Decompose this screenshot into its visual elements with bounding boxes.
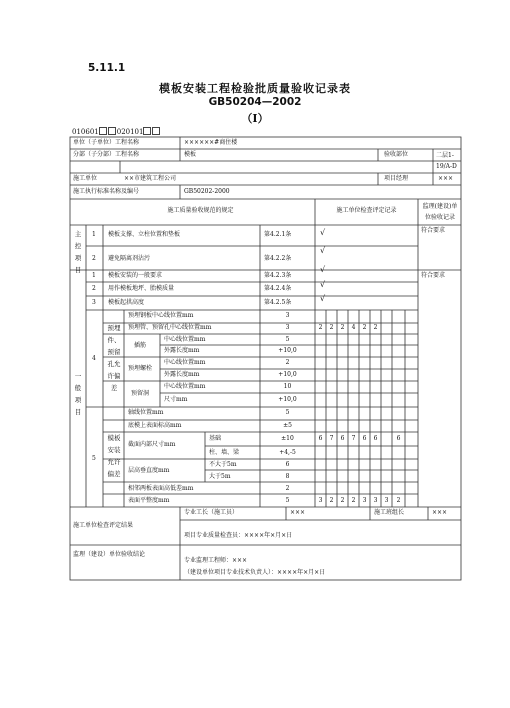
item4-row-desc: 中心线位置mm: [164, 383, 206, 390]
check-value: 6: [362, 435, 367, 442]
standard-code: GB50204—2002: [208, 96, 302, 108]
item5-row-desc: 底模上表面标高mm: [128, 422, 182, 429]
main-result: 符合要求: [421, 227, 446, 234]
item4-sub-label: 预留洞: [131, 390, 150, 397]
item5-row-value: +4,-5: [279, 449, 296, 456]
page-title: 模板安装工程检验批质量验收记录表: [159, 82, 351, 95]
engineer-note: （建设单位项目专业技术负责人）：××××年×月×日: [184, 569, 326, 576]
general-row-num: 3: [92, 299, 96, 306]
item4-row-value: +10,0: [278, 396, 297, 403]
check-value: 7: [351, 435, 356, 442]
check-value: 3: [373, 497, 378, 504]
item5-row-value: 5: [285, 409, 290, 416]
item5-row-value: 5: [285, 497, 290, 504]
item4-num: 4: [92, 355, 96, 362]
check-value: 2: [373, 324, 378, 331]
part-value: 模板: [184, 151, 197, 158]
item4-row-value: +10,0: [278, 371, 297, 378]
section-number: 5.11.1: [88, 62, 126, 74]
general-result: 符合要求: [421, 272, 446, 279]
item5-row-value: 8: [285, 473, 290, 480]
spec-header: 施工质量验收规范的规定: [167, 207, 234, 214]
item4-sub-label: 插筋: [134, 342, 147, 349]
item5-row-value: ±10: [281, 435, 294, 442]
check-value: 2: [318, 324, 323, 331]
standard-label: 施工执行标准名称及编号: [73, 188, 140, 195]
item5-row-desc: 基础: [209, 435, 222, 442]
check-mark: √: [320, 265, 326, 274]
check-value: 7: [329, 435, 334, 442]
item4-row-value: 3: [285, 312, 290, 319]
construction-unit-value: ××市建筑工程公司: [124, 175, 177, 182]
result-label: 施工单位检查评定结果: [73, 522, 134, 529]
main-row-num: 2: [92, 255, 96, 262]
supervisor-conclusion-label: 监理（建设）单位验收结论: [73, 551, 146, 558]
main-row-desc: 模板支撑、立柱位置和垫板: [108, 231, 181, 238]
item4-row-desc: 中心线位置mm: [164, 359, 206, 366]
item5-row-desc: 轴线位置mm: [128, 409, 164, 416]
unit-value: ××××××#商住楼: [184, 139, 238, 146]
accept-part-value: 二层1-19/A-D: [436, 152, 457, 170]
item5-row-desc: 不大于5m: [209, 461, 237, 468]
general-row-num: 2: [92, 285, 96, 292]
team-label: 施工班组长: [374, 509, 405, 516]
general-row-desc: 模板起拱高度: [108, 299, 145, 306]
construction-unit-label: 施工单位: [73, 175, 98, 182]
check-value: 3: [384, 497, 389, 504]
check-value: 6: [373, 435, 378, 442]
main-row-clause: 第4.2.1条: [264, 231, 292, 238]
item4-row-desc: 外露长度mm: [164, 371, 200, 378]
check-value: 2: [329, 497, 334, 504]
manager-value: ×××: [438, 175, 454, 182]
check-value: 6: [340, 435, 345, 442]
check-mark: √: [320, 246, 326, 255]
check-mark: √: [320, 280, 326, 289]
item4-row-desc: 中心线位置mm: [164, 336, 206, 343]
check-value: 6: [318, 435, 323, 442]
item5-sub-label: 层高垂直度mm: [128, 467, 170, 474]
general-row-clause: 第4.2.3条: [264, 272, 292, 279]
general-row-desc: 模板安装的一般要求: [108, 272, 163, 279]
check-value: 6: [396, 435, 401, 442]
part-label: 分部（子分部）工程名称: [73, 151, 140, 158]
unit-label: 单位（子单位）工程名称: [73, 139, 140, 146]
main-row-clause: 第4.2.2条: [264, 255, 292, 262]
item5-row-value: ±5: [283, 422, 292, 429]
check-value: 2: [329, 324, 334, 331]
item4-row-desc: 尺寸mm: [164, 396, 188, 403]
standard-value: GB50202-2000: [184, 188, 230, 195]
item4-sub-label: 预埋螺栓: [128, 365, 153, 372]
main-group-label: 主控项目: [74, 230, 82, 274]
form-code: 010601 020101: [72, 127, 161, 136]
item4-row-value: 3: [285, 324, 290, 331]
item4-row-value: 10: [283, 383, 292, 390]
manager-label: 项目经理: [384, 175, 409, 182]
item4-row-value: 5: [285, 336, 290, 343]
item4-label: 预埋件、预留孔允许偏差: [107, 324, 121, 392]
check-value: 2: [351, 497, 356, 504]
check-value: 2: [362, 324, 367, 331]
general-row-clause: 第4.2.5条: [264, 299, 292, 306]
supervisor-header: 监理(建设)单位验收记录: [422, 203, 458, 221]
item5-num: 5: [92, 455, 96, 462]
check-mark: √: [320, 228, 326, 237]
foreman-label: 专业工长（施工员）: [184, 509, 239, 516]
item5-row-desc: 相邻两板表面高低差mm: [128, 485, 194, 492]
item4-row-value: 2: [285, 359, 290, 366]
inspector-label: 项目专业质量检查员：××××年×月×日: [184, 532, 293, 539]
general-group-label: 一般项目: [74, 372, 82, 416]
item5-label: 模板安装允许偏差: [107, 434, 121, 478]
check-value: 4: [351, 324, 356, 331]
accept-part-label: 验收部位: [384, 151, 409, 158]
roman-numeral: （Ⅰ）: [241, 112, 269, 125]
foreman-value: ×××: [290, 509, 306, 516]
item5-row-desc: 大于5m: [209, 473, 231, 480]
item5-row-desc: 表面平整度mm: [128, 497, 170, 504]
item5-row-value: 6: [285, 461, 290, 468]
check-value: 2: [340, 324, 345, 331]
main-row-desc: 避免隔离剂沾污: [108, 255, 151, 262]
item4-row-desc: 外露长度mm: [164, 347, 200, 354]
check-value: 3: [318, 497, 323, 504]
team-value: ×××: [432, 509, 448, 516]
general-row-num: 1: [92, 272, 96, 279]
general-row-desc: 用作模板地坪、胎模质量: [108, 285, 175, 292]
check-mark: √: [320, 294, 326, 303]
check-value: 3: [362, 497, 367, 504]
item4-row-desc: 预埋管、预留孔中心线位置mm: [128, 324, 212, 331]
check-header: 施工单位检查评定记录: [336, 207, 397, 214]
main-row-num: 1: [92, 231, 96, 238]
general-row-clause: 第4.2.4条: [264, 285, 292, 292]
item5-row-value: 2: [285, 485, 290, 492]
item4-row-value: +10,0: [278, 347, 297, 354]
item5-sub-label: 截面内部尺寸mm: [128, 441, 176, 448]
item4-row-desc: 预埋钢板中心线位置mm: [128, 312, 194, 319]
engineer-label: 专业监理工程师：×××: [184, 557, 248, 564]
check-value: 2: [340, 497, 345, 504]
item5-row-desc: 柱、墙、梁: [209, 449, 240, 456]
check-value: 2: [396, 497, 401, 504]
